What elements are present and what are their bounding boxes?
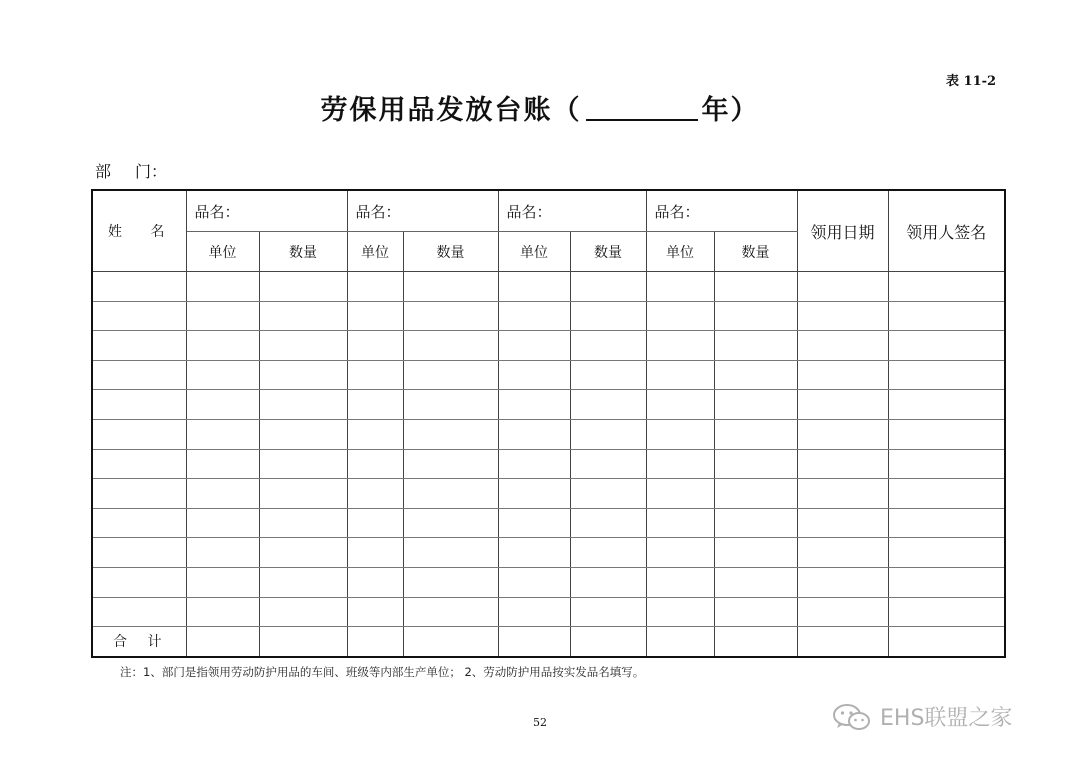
table-cell[interactable]	[186, 538, 259, 568]
table-cell[interactable]	[347, 567, 403, 597]
table-cell[interactable]	[570, 360, 646, 390]
table-cell[interactable]	[888, 331, 1005, 361]
table-cell[interactable]	[797, 360, 888, 390]
table-cell[interactable]	[714, 567, 797, 597]
table-cell[interactable]	[259, 331, 347, 361]
department-label	[95, 159, 167, 182]
table-cell[interactable]	[797, 419, 888, 449]
department-label-part1: 部	[95, 162, 112, 181]
table-cell[interactable]	[797, 449, 888, 479]
title-suffix: 年）	[701, 95, 760, 126]
table-cell[interactable]	[646, 597, 714, 627]
table-cell[interactable]	[714, 479, 797, 509]
table-cell[interactable]	[92, 449, 186, 479]
table-row	[92, 390, 1005, 420]
watermark	[832, 701, 1012, 732]
table-cell[interactable]	[714, 272, 797, 302]
table-cell[interactable]	[259, 567, 347, 597]
table-cell[interactable]	[347, 449, 403, 479]
table-cell[interactable]	[888, 301, 1005, 331]
total-label: 合 计	[92, 627, 186, 657]
table-cell[interactable]	[259, 538, 347, 568]
table-cell[interactable]	[888, 508, 1005, 538]
table-cell[interactable]	[797, 272, 888, 302]
unit-header-1: 单位	[186, 232, 259, 272]
footnote: 注：1、部门是指领用劳动防护用品的车间、班级等内部生产单位； 2、劳动防护用品按实发品名填写。	[120, 665, 645, 679]
table-cell[interactable]	[347, 301, 403, 331]
ledger-table	[91, 189, 1006, 658]
table-cell[interactable]	[888, 538, 1005, 568]
table-cell[interactable]	[186, 419, 259, 449]
product-header-2: 品名：	[347, 190, 498, 232]
table-cell[interactable]	[403, 390, 498, 420]
table-cell[interactable]	[186, 479, 259, 509]
table-cell[interactable]	[570, 567, 646, 597]
table-cell[interactable]	[646, 331, 714, 361]
total-cell[interactable]	[347, 627, 403, 657]
table-cell[interactable]	[888, 449, 1005, 479]
table-cell[interactable]	[92, 567, 186, 597]
table-row	[92, 272, 1005, 302]
table-row	[92, 449, 1005, 479]
table-cell[interactable]	[403, 538, 498, 568]
table-cell[interactable]	[498, 597, 570, 627]
table-cell[interactable]	[347, 419, 403, 449]
unit-header-4: 单位	[646, 232, 714, 272]
table-cell[interactable]	[570, 508, 646, 538]
table-cell[interactable]	[646, 538, 714, 568]
table-cell[interactable]	[646, 390, 714, 420]
table-cell[interactable]	[714, 360, 797, 390]
quantity-header-1: 数量	[259, 232, 347, 272]
total-cell[interactable]	[498, 627, 570, 657]
table-row	[92, 479, 1005, 509]
table-cell[interactable]	[92, 390, 186, 420]
table-cell[interactable]	[186, 597, 259, 627]
watermark-text: EHS联盟之家	[880, 706, 1013, 731]
total-cell[interactable]	[570, 627, 646, 657]
page-title	[0, 88, 1080, 127]
table-cell[interactable]	[259, 449, 347, 479]
wechat-icon	[832, 702, 872, 732]
table-cell[interactable]	[92, 508, 186, 538]
table-cell[interactable]	[259, 597, 347, 627]
table-cell[interactable]	[646, 449, 714, 479]
table-row	[92, 301, 1005, 331]
table-cell[interactable]	[570, 597, 646, 627]
table-cell[interactable]	[646, 360, 714, 390]
quantity-header-2: 数量	[403, 232, 498, 272]
table-cell[interactable]	[570, 390, 646, 420]
quantity-header-3: 数量	[570, 232, 646, 272]
table-cell[interactable]	[186, 508, 259, 538]
table-cell[interactable]	[498, 449, 570, 479]
table-cell[interactable]	[498, 390, 570, 420]
table-cell[interactable]	[403, 597, 498, 627]
table-cell[interactable]	[92, 360, 186, 390]
table-cell[interactable]	[186, 567, 259, 597]
table-cell[interactable]	[498, 360, 570, 390]
total-cell[interactable]	[714, 627, 797, 657]
table-cell[interactable]	[498, 272, 570, 302]
table-cell[interactable]	[403, 419, 498, 449]
table-cell[interactable]	[347, 538, 403, 568]
table-cell[interactable]	[888, 567, 1005, 597]
table-cell[interactable]	[186, 390, 259, 420]
table-cell[interactable]	[646, 272, 714, 302]
table-cell[interactable]	[347, 597, 403, 627]
table-cell[interactable]	[259, 272, 347, 302]
table-cell[interactable]	[714, 508, 797, 538]
table-cell[interactable]	[646, 301, 714, 331]
table-cell[interactable]	[570, 419, 646, 449]
table-cell[interactable]	[646, 567, 714, 597]
table-cell[interactable]	[888, 419, 1005, 449]
table-cell[interactable]	[797, 567, 888, 597]
table-cell[interactable]	[259, 419, 347, 449]
table-cell[interactable]	[403, 272, 498, 302]
table-cell[interactable]	[498, 538, 570, 568]
table-cell[interactable]	[714, 597, 797, 627]
table-cell[interactable]	[92, 419, 186, 449]
table-row	[92, 538, 1005, 568]
table-cell[interactable]	[92, 301, 186, 331]
table-cell[interactable]	[186, 360, 259, 390]
product-header-4: 品名：	[646, 190, 797, 232]
table-cell[interactable]	[92, 331, 186, 361]
total-cell[interactable]	[259, 627, 347, 657]
table-cell[interactable]	[259, 360, 347, 390]
table-cell[interactable]	[347, 390, 403, 420]
table-cell[interactable]	[888, 272, 1005, 302]
date-header: 领用日期	[797, 190, 888, 272]
table-cell[interactable]	[403, 449, 498, 479]
table-cell[interactable]	[498, 419, 570, 449]
table-cell[interactable]	[347, 508, 403, 538]
table-cell[interactable]	[888, 360, 1005, 390]
table-cell[interactable]	[570, 449, 646, 479]
table-cell[interactable]	[403, 479, 498, 509]
table-cell[interactable]	[186, 331, 259, 361]
total-cell[interactable]	[186, 627, 259, 657]
table-cell[interactable]	[797, 597, 888, 627]
year-blank-line	[586, 97, 698, 121]
total-cell[interactable]	[888, 627, 1005, 657]
table-cell[interactable]	[498, 479, 570, 509]
table-cell[interactable]	[888, 390, 1005, 420]
table-cell[interactable]	[714, 419, 797, 449]
table-cell[interactable]	[498, 331, 570, 361]
table-cell[interactable]	[570, 301, 646, 331]
table-cell[interactable]	[92, 597, 186, 627]
table-cell[interactable]	[797, 301, 888, 331]
table-cell[interactable]	[403, 331, 498, 361]
table-number: 表 11-2	[946, 74, 997, 89]
total-row	[92, 627, 1005, 657]
table-cell[interactable]	[498, 301, 570, 331]
table-cell[interactable]	[888, 597, 1005, 627]
table-row	[92, 360, 1005, 390]
title-prefix: 劳保用品发放台账（	[320, 95, 582, 126]
department-label-part2: 门：	[135, 162, 168, 181]
table-cell[interactable]	[797, 390, 888, 420]
table-cell[interactable]	[646, 479, 714, 509]
page-number: 52	[533, 716, 547, 729]
table-cell[interactable]	[498, 567, 570, 597]
table-row	[92, 331, 1005, 361]
product-header-3: 品名：	[498, 190, 646, 232]
total-cell[interactable]	[646, 627, 714, 657]
table-cell[interactable]	[570, 479, 646, 509]
table-cell[interactable]	[403, 360, 498, 390]
table-cell[interactable]	[92, 272, 186, 302]
table-cell[interactable]	[498, 508, 570, 538]
table-row	[92, 508, 1005, 538]
total-cell[interactable]	[403, 627, 498, 657]
table-cell[interactable]	[797, 479, 888, 509]
table-cell[interactable]	[259, 508, 347, 538]
quantity-header-4: 数量	[714, 232, 797, 272]
table-cell[interactable]	[259, 479, 347, 509]
total-cell[interactable]	[797, 627, 888, 657]
table-cell[interactable]	[186, 301, 259, 331]
table-cell[interactable]	[347, 272, 403, 302]
unit-header-2: 单位	[347, 232, 403, 272]
table-row	[92, 567, 1005, 597]
table-cell[interactable]	[714, 449, 797, 479]
name-header: 姓 名	[92, 190, 186, 272]
table-cell[interactable]	[888, 479, 1005, 509]
table-cell[interactable]	[646, 508, 714, 538]
table-cell[interactable]	[570, 331, 646, 361]
table-cell[interactable]	[347, 360, 403, 390]
table-cell[interactable]	[646, 419, 714, 449]
table-cell[interactable]	[714, 331, 797, 361]
table-cell[interactable]	[347, 479, 403, 509]
table-cell[interactable]	[570, 538, 646, 568]
table-cell[interactable]	[797, 508, 888, 538]
table-row	[92, 597, 1005, 627]
table-row	[92, 419, 1005, 449]
table-cell[interactable]	[92, 538, 186, 568]
table-cell[interactable]	[347, 331, 403, 361]
product-header-1: 品名：	[186, 190, 347, 232]
table-cell[interactable]	[403, 567, 498, 597]
table-cell[interactable]	[714, 390, 797, 420]
unit-header-3: 单位	[498, 232, 570, 272]
table-cell[interactable]	[714, 538, 797, 568]
table-cell[interactable]	[186, 272, 259, 302]
table-cell[interactable]	[797, 538, 888, 568]
signature-header: 领用人签名	[888, 190, 1005, 272]
table-cell[interactable]	[259, 301, 347, 331]
table-cell[interactable]	[92, 479, 186, 509]
table-cell[interactable]	[797, 331, 888, 361]
table-cell[interactable]	[186, 449, 259, 479]
table-cell[interactable]	[259, 390, 347, 420]
table-cell[interactable]	[714, 301, 797, 331]
table-cell[interactable]	[403, 301, 498, 331]
table-cell[interactable]	[570, 272, 646, 302]
table-cell[interactable]	[403, 508, 498, 538]
